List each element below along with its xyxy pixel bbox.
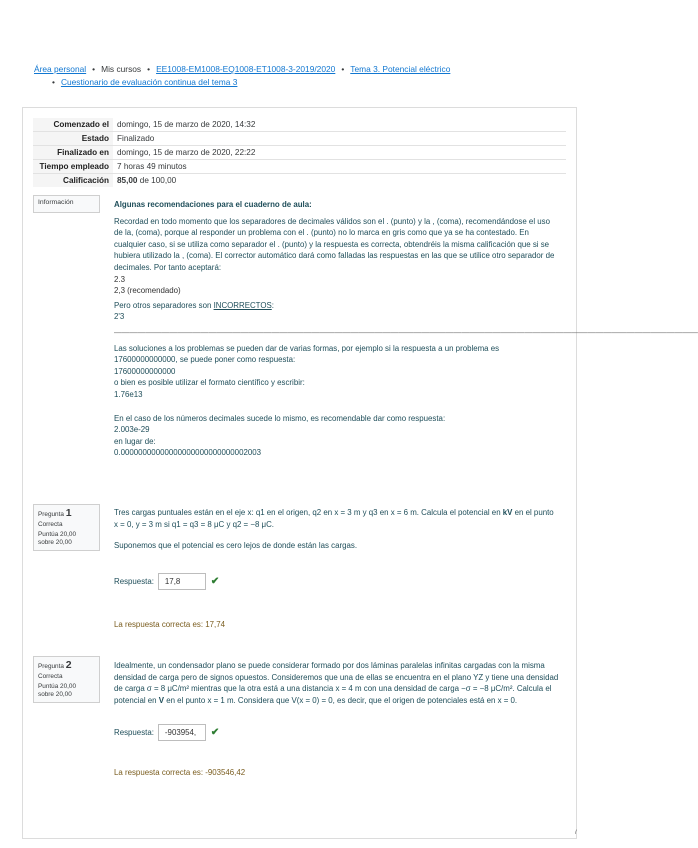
info-paragraph: Recordad en todo momento que los separadores de decimales válidos son el . (punto) y la , (coma), recomendándose el uso de la, (coma), porque al responder un problema con el . (punto) no lo marca en gris como que ya se ha contestado. En cualquier caso, si se utiliza como separador el . (punto) y la respuesta es correcta, obtendréis la misma calificación que si se hubiera utilizado la , (coma). El corrector automático dará como falladas las respuestas en las que se utilice otro separador de decimales. Por tanto aceptará: (114, 216, 555, 272)
breadcrumb-home-link[interactable]: Área personal (34, 64, 87, 74)
breadcrumb (34, 63, 574, 89)
question-number-line (38, 660, 95, 672)
grade-value: 85,00 (117, 176, 138, 185)
summary-row (33, 118, 566, 132)
solutions-scientific-example: 1.76e13 (114, 389, 143, 399)
question-2-text (114, 660, 559, 706)
summary-label: Tiempo empleado (33, 160, 113, 174)
question-number: 2 (65, 659, 72, 671)
question-label: Pregunta (38, 511, 64, 518)
summary-label: Comenzado el (33, 118, 113, 132)
summary-row (33, 146, 566, 160)
solutions-paragraph: Las soluciones a los problemas se pueden dar de varias formas, por ejemplo si la respuesta a un problema es 17600000000000, se puede poner como respuesta: (114, 343, 500, 365)
check-icon: ✔ (210, 576, 220, 587)
solutions-scientific-text: o bien es posible utilizar el formato científico y escribir: (114, 378, 305, 388)
grade-total: de 100,00 (137, 176, 177, 185)
answer-label: Respuesta: (114, 728, 154, 737)
answer-label: Respuesta: (114, 577, 154, 586)
statement-unit: kV (502, 508, 513, 517)
page-marker: / (575, 830, 577, 836)
info-badge: Información (33, 195, 100, 213)
answer-input[interactable] (158, 724, 206, 741)
question-statement (114, 660, 559, 706)
summary-value: Finalizado (113, 132, 566, 146)
breadcrumb-separator: • (341, 64, 345, 74)
summary-row (33, 174, 566, 188)
solutions-example: 17600000000000 (114, 366, 176, 376)
breadcrumb-separator: • (52, 77, 55, 87)
decimals-long-example: 0.00000000000000000000000000002003 (114, 448, 262, 458)
question-number: 1 (65, 507, 72, 519)
statement-unit: V (158, 695, 165, 705)
decimals-example: 2.003e-29 (114, 425, 150, 435)
question-score-max: sobre 20,00 (38, 691, 72, 698)
summary-row (33, 132, 566, 146)
question-number-line (38, 508, 95, 520)
breadcrumb-my-courses[interactable]: Mis cursos (101, 64, 142, 74)
wrong-suffix: : (271, 300, 274, 310)
attempt-summary-table (33, 118, 566, 187)
question-label: Pregunta (38, 663, 64, 670)
question-2-info (33, 656, 100, 703)
question-score: Puntúa 20,00 (38, 683, 77, 690)
decimals-paragraph: En el caso de los números decimales sucede lo mismo, es recomendable dar como respuesta: (114, 413, 446, 423)
question-1-feedback: La respuesta correcta es: 17,74 (114, 620, 225, 629)
question-status: Correcta (38, 521, 63, 528)
summary-label: Calificación (33, 174, 113, 188)
wrong-word: INCORRECTOS (213, 300, 272, 310)
question-note: Suponemos que el potencial es cero lejos de donde están las cargas. (114, 541, 358, 551)
breadcrumb-course-link[interactable]: EE1008-EM1008-EQ1008-ET1008-3-2019/2020 (156, 64, 336, 74)
statement-part: Tres cargas puntuales están en el eje x: q1 en el origen, q2 en x = 3 m y q3 en x = 6 m. Calcula el potencial en (114, 508, 503, 517)
question-2-answer (114, 724, 219, 741)
breadcrumb-separator: • (147, 64, 151, 74)
wrong-example: 2'3 (114, 312, 125, 322)
breadcrumb-quiz-link[interactable]: Cuestionario de evaluación continua del tema 3 (60, 77, 238, 87)
summary-value: domingo, 15 de marzo de 2020, 14:32 (117, 120, 256, 129)
summary-grade (113, 174, 566, 188)
accepted-example-2: 2,3 (recomendado) (114, 286, 181, 296)
check-icon: ✔ (210, 727, 220, 738)
breadcrumb-separator: • (92, 64, 96, 74)
wrong-prefix: Pero otros separadores son (114, 300, 214, 310)
statement-part: Idealmente, un condensador plano se puede considerar formado por dos láminas paralelas infinitas cargadas con la misma densidad de carga pero de signos opuestos. Consideremos que una de ellas se encuentra en el plano YZ y tiene una densidad de carga σ = 8 μC/m² mientras que la otra está a una distancia x = 4 m con una densidad de carga −σ = −8 μC/m². Calcula el potencial en (114, 661, 559, 705)
question-1-info (33, 504, 100, 551)
summary-row (33, 160, 566, 174)
statement-part: en el punto x = 1 m. Considera que V(x = 0) = 0, es decir, que el origen de potenciales está en x = 0. (164, 695, 518, 705)
question-1-text (114, 507, 559, 552)
answer-input[interactable] (158, 573, 206, 590)
info-content (114, 199, 698, 459)
statement-part: en el punto x = 0, y = 3 m si q1 = q3 = 8 μC y q2 = −8 μC. (114, 508, 554, 529)
summary-label: Finalizado en (33, 146, 113, 160)
question-score-max: sobre 20,00 (38, 539, 72, 546)
question-score: Puntúa 20,00 (38, 531, 77, 538)
question-statement (114, 507, 559, 530)
accepted-example-1: 2.3 (114, 274, 125, 284)
summary-value: domingo, 15 de marzo de 2020, 22:22 (113, 146, 566, 160)
summary-value: 7 horas 49 minutos (113, 160, 566, 174)
breadcrumb-topic-link[interactable]: Tema 3. Potencial eléctrico (350, 64, 451, 74)
summary-label: Estado (33, 132, 113, 146)
divider-dashes: —————————————————————————————————————————————————————————————————————————— (114, 327, 698, 337)
question-2-feedback: La respuesta correcta es: -903546,42 (114, 768, 246, 777)
question-1-answer (114, 573, 219, 590)
question-status: Correcta (38, 673, 63, 680)
wrong-separators-line (114, 300, 559, 312)
decimals-instead-text: en lugar de: (114, 436, 156, 446)
info-title: Algunas recomendaciones para el cuaderno de aula: (114, 200, 312, 209)
